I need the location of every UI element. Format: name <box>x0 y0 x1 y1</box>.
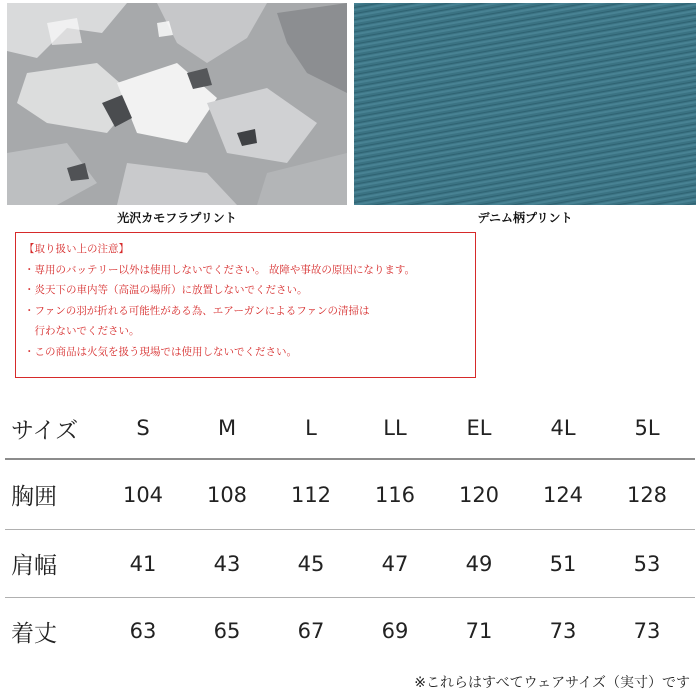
table-cell: 45 <box>297 551 325 576</box>
caution-line: ・この商品は火気を扱う現場では使用しないでください。 <box>24 345 297 358</box>
size-col-header: EL <box>466 416 492 440</box>
caution-title: 【取り扱い上の注意】 <box>24 243 129 255</box>
table-cell: 43 <box>213 551 241 576</box>
size-header-label: サイズ <box>11 417 79 444</box>
size-header-row <box>5 398 695 460</box>
size-col-header: 5L <box>634 416 660 440</box>
size-col-header: M <box>217 416 237 440</box>
table-cell: 120 <box>458 482 500 507</box>
table-cell: 49 <box>465 551 493 576</box>
table-cell: 112 <box>290 482 332 507</box>
table-row-length <box>5 598 695 664</box>
camo-print-swatch <box>7 3 347 205</box>
table-cell: 128 <box>626 482 668 507</box>
size-col-header: L <box>305 416 317 440</box>
table-cell: 65 <box>213 619 241 643</box>
table-cell: 116 <box>374 482 416 507</box>
table-cell: 53 <box>633 551 661 576</box>
row-label: 肩幅 <box>11 553 57 579</box>
caution-line: ・炎天下の車内等（高温の場所）に放置しないでください。 <box>24 284 308 296</box>
table-cell: 124 <box>542 482 584 507</box>
table-cell: 73 <box>549 619 577 643</box>
caution-notice-box <box>15 232 476 378</box>
size-col-header: S <box>136 416 150 440</box>
table-cell: 67 <box>297 619 325 643</box>
table-cell: 41 <box>129 551 157 576</box>
size-footnote: ※これらはすべてウェアサイズ（実寸）です <box>414 675 690 691</box>
table-cell: 73 <box>633 619 661 643</box>
table-row-chest <box>5 460 695 530</box>
table-cell: 104 <box>122 482 164 507</box>
row-label: 胸囲 <box>11 484 57 510</box>
table-row-shoulder <box>5 530 695 598</box>
size-col-header: LL <box>383 416 407 440</box>
table-cell: 47 <box>381 551 409 576</box>
camo-print-label: 光沢カモフラプリント <box>117 211 237 225</box>
camo-pattern-image <box>7 3 347 205</box>
table-cell: 71 <box>465 619 493 643</box>
table-cell: 51 <box>549 551 577 576</box>
caution-line: ・専用のバッテリー以外は使用しないでください。 故障や事故の原因になります。 <box>24 263 415 276</box>
row-label: 着丈 <box>11 620 57 647</box>
denim-print-swatch <box>354 3 696 205</box>
table-cell: 69 <box>381 619 409 643</box>
size-col-header: 4L <box>550 416 576 440</box>
caution-line: 行わないでください。 <box>24 325 140 337</box>
caution-line: ・ファンの羽が折れる可能性がある為、エアーガンによるファンの清掃は <box>24 304 370 317</box>
denim-pattern-image <box>354 3 696 205</box>
table-cell: 108 <box>206 482 248 507</box>
denim-print-label: デニム柄プリント <box>477 211 573 225</box>
table-cell: 63 <box>129 619 157 643</box>
size-chart-table <box>5 398 695 664</box>
